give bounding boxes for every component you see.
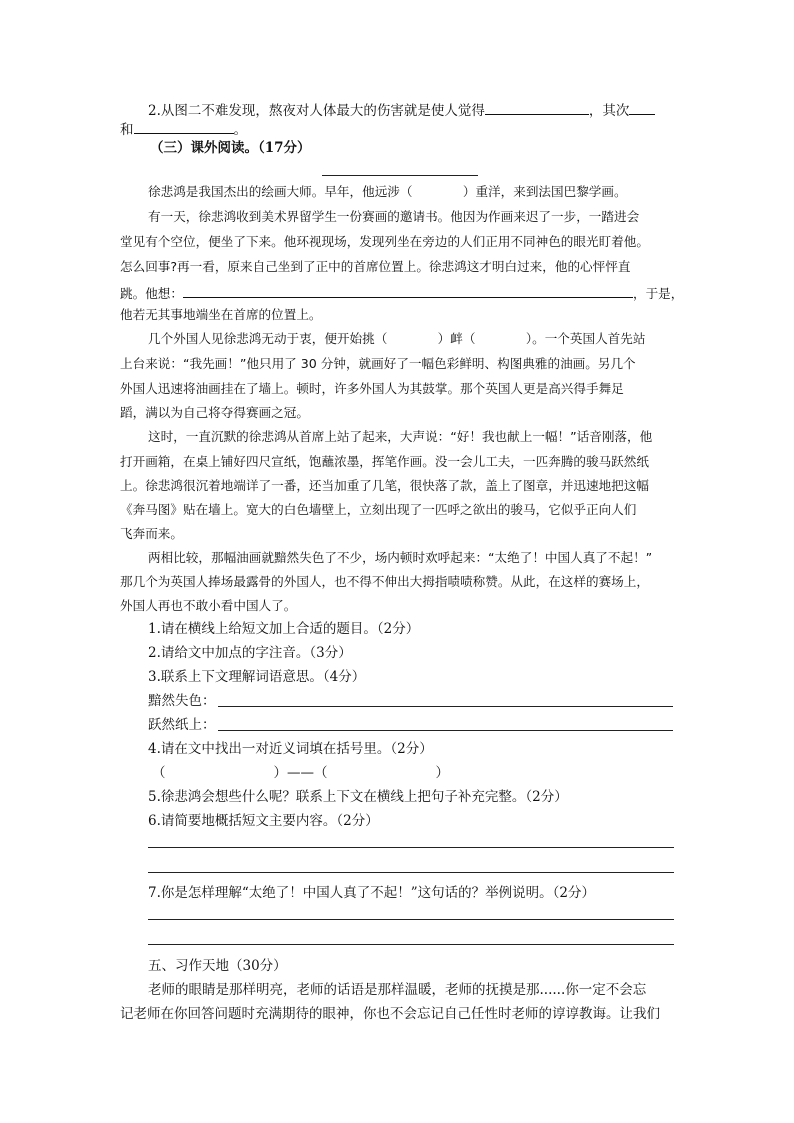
question-3-a-label: 黯然失色：	[148, 693, 216, 709]
question-2-line-2	[120, 119, 247, 139]
question-3-b-label: 跃然纸上：	[148, 717, 216, 733]
passage-p2-l4	[120, 283, 683, 303]
passage-p2-l5: 他若无其事地端坐在首席的位置上。	[120, 307, 322, 322]
passage-p2-l3: 怎么回事?再一看，原来自己坐到了正中的首席位置上。徐悲鸿这才明白过来，他的心怦怦直	[120, 259, 631, 274]
question-2-line-1	[148, 100, 655, 120]
passage-p3-l1: 几个外国人见徐悲鸿无动于衷，便开始挑（ ）衅（ ）。一个英国人首先站	[148, 331, 646, 346]
thought-answer-blank[interactable]	[183, 283, 633, 298]
answer-blank[interactable]	[629, 100, 655, 115]
passage-p2-l1: 有一天，徐悲鸿收到美术界留学生一份赛画的邀请书。他因为作画来迟了一步，一踏进会	[148, 209, 640, 224]
passage-p3-l4: 蹈，满以为自己将夺得赛画之冠。	[120, 405, 309, 420]
question-1: 1.请在横线上给短文加上合适的题目。（2分）	[148, 621, 420, 637]
passage-p4-l2: 打开画箱，在桌上铺好四尺宣纸，饱蘸浓墨，挥笔作画。没一会儿工夫，一匹奔腾的骏马跃然纸	[120, 454, 649, 469]
section-3-title: （三）课外阅读。（17分）	[150, 140, 311, 156]
question-4-answer[interactable]: （ ）——（ ）	[152, 765, 449, 781]
passage-p4-l3: 上。徐悲鸿很沉着地端详了一番，还当加重了几笔，很快落了款，盖上了图章，并迅速地把这幅	[120, 478, 649, 493]
passage-title-blank[interactable]	[322, 175, 478, 176]
question-3: 3.联系上下文理解词语意思。（4分）	[148, 669, 366, 685]
passage-p2-l4-end: ，于是，	[632, 286, 684, 301]
passage-p3-l3: 外国人迅速将油画挂在了墙上。顿时，许多外国人为其鼓掌。那个英国人更是高兴得手舞足	[120, 381, 624, 396]
passage-p4-l4: 《奔马图》贴在墙上。宽大的白色墙壁上，立刻出现了一匹呼之欲出的骏马，它似乎正向人们	[120, 502, 637, 517]
passage-p2-l4-start: 跳。他想：	[120, 286, 183, 301]
section-5-text-2: 记老师在你回答问题时充满期待的眼神，你也不会忘记自己任性时老师的谆谆教诲。让我们	[120, 1006, 660, 1022]
passage-p4-l1: 这时，一直沉默的徐悲鸿从首席上站了起来，大声说：“好！我也献上一幅！”话音刚落，他	[148, 429, 653, 444]
question-7: 7.你是怎样理解“太绝了！中国人真了不起！”这句话的？举例说明。（2分）	[148, 885, 596, 901]
question-3-b-blank[interactable]	[218, 730, 673, 731]
question-2: 2.请给文中加点的字注音。（3分）	[148, 645, 352, 661]
passage-p5-l1: 两相比较，那幅油画就黯然失色了不少，场内顿时欢呼起来：“太绝了！中国人真了不起！”	[148, 550, 653, 565]
passage-p1: 徐悲鸿是我国杰出的绘画大师。早年，他远涉（ ）重洋，来到法国巴黎学画。	[148, 184, 627, 199]
passage-p2-l2: 堂见有个空位，便坐了下来。他环视现场，发现列坐在旁边的人们正用不同神色的眼光盯着他。	[120, 234, 649, 249]
question-6-blank-1[interactable]	[148, 847, 674, 848]
question-7-blank-1[interactable]	[148, 919, 674, 920]
passage-p5-l3: 外国人再也不敢小看中国人了。	[120, 598, 297, 613]
question-4: 4.请在文中找出一对近义词填在括号里。（2分）	[148, 741, 433, 757]
question-2-end: 。	[233, 122, 247, 138]
question-6-blank-2[interactable]	[148, 872, 674, 873]
question-7-blank-2[interactable]	[148, 944, 674, 945]
question-2-and: 和	[120, 122, 134, 138]
passage-p5-l2: 那几个为英国人捧场最露骨的外国人，也不得不伸出大拇指啧啧称赞。从此，在这样的赛场上，	[120, 574, 649, 589]
question-5: 5.徐悲鸿会想些什么呢？联系上下文在横线上把句子补充完整。（2分）	[148, 789, 568, 805]
section-5-title: 五、习作天地（30分）	[148, 958, 287, 974]
question-2-mid: ，其次	[588, 103, 630, 119]
passage-p3-l2: 上台来说：“我先画！”他只用了 30 分钟，就画好了一幅色彩鲜明、构图典雅的油画。另几个	[120, 356, 636, 371]
section-5-text-1: 老师的眼睛是那样明亮，老师的话语是那样温暖，老师的抚摸是那......你一定不会忘	[148, 982, 647, 998]
question-3-a-blank[interactable]	[218, 706, 673, 707]
question-2-text: 2.从图二不难发现，熬夜对人体最大的伤害就是使人觉得	[148, 103, 485, 119]
answer-blank[interactable]	[485, 100, 589, 115]
answer-blank[interactable]	[134, 119, 234, 134]
question-6: 6.请简要地概括短文主要内容。（2分）	[148, 813, 379, 829]
passage-p4-l5: 飞奔而来。	[120, 526, 183, 541]
